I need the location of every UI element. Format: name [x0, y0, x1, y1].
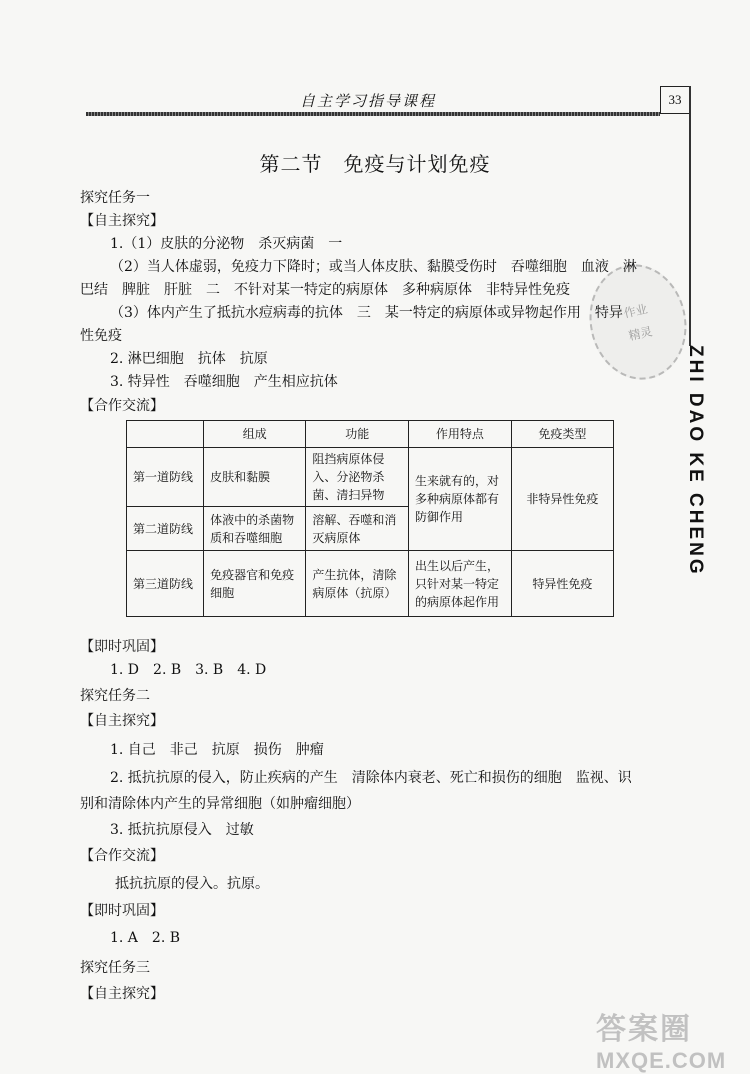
specific-type: 特异性免疫: [511, 551, 613, 617]
stamp-line2: 精灵: [627, 324, 654, 344]
task3-heading: 探究任务三: [80, 960, 150, 976]
task1-coop-label: 【合作交流】: [80, 398, 164, 414]
task1-consolidate-answers: 1. D 2. B 3. B 4. D: [110, 662, 267, 678]
task2-consolidate-answers: 1. A 2. B: [110, 930, 181, 946]
section-title: 第二节 免疫与计划免疫: [259, 152, 491, 176]
table-row: [127, 448, 614, 507]
defense-line-name: 第一道防线: [127, 448, 204, 507]
task1-answer-3: 3. 特异性 吞噬细胞 产生相应抗体: [110, 374, 338, 390]
header-rule: [86, 112, 660, 116]
defense-function: 阻挡病原体侵入、分泌物杀菌、清扫异物: [306, 448, 409, 507]
side-text: ZHI DAO KE CHENG: [685, 345, 706, 577]
defense-composition: 免疫器官和免疫细胞: [204, 551, 306, 617]
nonspecific-type: 非特异性免疫: [511, 448, 613, 551]
task2-self-study-label: 【自主探究】: [80, 713, 164, 729]
task1-answer-1-2b: 巴结 脾脏 肝脏 二 不针对某一特定的病原体 多种病原体 非特异性免疫: [80, 282, 570, 298]
task1-consolidate-label: 【即时巩固】: [80, 639, 164, 655]
task2-answer-3: 3. 抵抗抗原侵入 过敏: [110, 822, 254, 838]
table-header-cell: 组成: [204, 421, 306, 448]
immune-defense-table: [126, 420, 614, 617]
task2-heading: 探究任务二: [80, 688, 150, 704]
task1-answer-1-3b: 性免疫: [80, 328, 122, 344]
defense-line-name: 第三道防线: [127, 551, 204, 617]
task2-answer-2b: 别和清除体内产生的异常细胞（如肿瘤细胞）: [80, 796, 360, 812]
site-watermark: [596, 1004, 746, 1073]
defense-line-name: 第二道防线: [127, 507, 204, 551]
task3-self-study-label: 【自主探究】: [80, 986, 164, 1002]
defense-function: 溶解、吞噬和消灭病原体: [306, 507, 409, 551]
task1-answer-1-3a: （3）体内产生了抵抗水痘病毒的抗体 三 某一特定的病原体或异物起作用 特异: [110, 305, 623, 321]
task2-consolidate-label: 【即时巩固】: [80, 903, 164, 919]
defense-composition: 皮肤和黏膜: [204, 448, 306, 507]
defense-function: 产生抗体，清除病原体（抗原）: [306, 551, 409, 617]
table-row: [127, 551, 614, 617]
watermark-logo-text: 答案圈: [596, 1013, 692, 1046]
task1-answer-1-1: 1.（1）皮肤的分泌物 杀灭病菌 一: [110, 236, 343, 252]
header-title: 自主学习指导课程: [300, 92, 437, 110]
defense-composition: 体液中的杀菌物质和吞噬细胞: [204, 507, 306, 551]
table-header-cell: 作用特点: [409, 421, 512, 448]
task1-answer-2: 2. 淋巴细胞 抗体 抗原: [110, 351, 268, 367]
task1-answer-1-2a: （2）当人体虚弱，免疫力下降时；或当人体皮肤、黏膜受伤时 吞噬细胞 血液 淋: [110, 259, 637, 275]
task2-coop-text: 抵抗抗原的侵入。抗原。: [115, 876, 269, 892]
table-header-row: [127, 421, 614, 448]
task2-coop-label: 【合作交流】: [80, 848, 164, 864]
side-rule: [689, 86, 691, 346]
task2-answer-1: 1. 自己 非己 抗原 损伤 肿瘤: [110, 742, 324, 758]
watermark-url: MXQE.COM: [596, 1048, 727, 1073]
specific-feature: 出生以后产生，只针对某一特定的病原体起作用: [409, 551, 512, 617]
task1-heading: 探究任务一: [80, 190, 150, 206]
table-header-cell: 功能: [306, 421, 409, 448]
table-header-cell: 免疫类型: [511, 421, 613, 448]
table-header-cell: [127, 421, 204, 448]
task2-answer-2a: 2. 抵抗抗原的侵入，防止疾病的产生 清除体内衰老、死亡和损伤的细胞 监视、识: [110, 770, 632, 786]
task1-self-study-label: 【自主探究】: [80, 213, 164, 229]
stamp-line1: 作业: [622, 301, 649, 321]
page-number: 33: [660, 86, 690, 114]
nonspecific-feature: 生来就有的，对多种病原体都有防御作用: [409, 448, 512, 551]
